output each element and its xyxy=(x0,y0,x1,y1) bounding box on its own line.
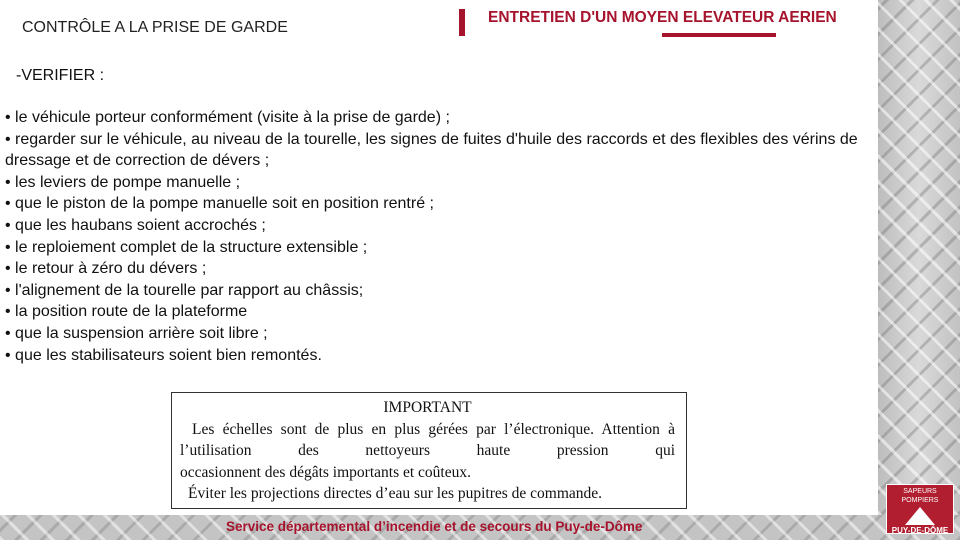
important-notice-text: occasionnent des dégâts importants et coûteux. xyxy=(180,463,471,481)
list-item: • la position route de la plateforme xyxy=(5,303,248,321)
slide-title: ENTRETIEN D'UN MOYEN ELEVATEUR AERIEN xyxy=(488,9,837,26)
important-notice-title: IMPORTANT xyxy=(383,399,472,416)
slide-subtitle: CONTRÔLE A LA PRISE DE GARDE xyxy=(22,19,288,36)
list-item: • que les stabilisateurs soient bien remontés. xyxy=(5,346,322,364)
logo-top-text: SAPEURS POMPIERS xyxy=(901,488,939,504)
footer-organization: Service départemental d’incendie et de secours du Puy-de-Dôme xyxy=(226,519,643,534)
verify-heading: -VERIFIER : xyxy=(16,67,105,84)
title-accent-bar xyxy=(459,9,465,36)
important-notice-box xyxy=(171,392,687,509)
volcano-icon xyxy=(905,507,935,525)
list-item: • l'alignement de la tourelle par rapport au châssis; xyxy=(5,281,364,299)
important-notice-text: Éviter les projections directes d’eau sur les pupitres de commande. xyxy=(188,485,603,502)
logo-bottom-text: PUY-DE-DÔME xyxy=(891,526,949,535)
list-item: • que la suspension arrière soit libre ; xyxy=(5,324,268,342)
list-item: • le véhicule porteur conformément (visite à la prise de garde) ; xyxy=(5,109,450,126)
list-item: • le reploiement complet de la structure extensible ; xyxy=(5,238,368,256)
list-item: • les leviers de pompe manuelle ; xyxy=(5,173,241,191)
metal-plate-background xyxy=(878,0,960,540)
list-item: • que les haubans soient accrochés ; xyxy=(5,216,266,234)
list-item: • regarder sur le véhicule, au niveau de la tourelle, les signes de fuites d'huile des raccords et des flexibles des vérins de dressage et de correction de dévers ; xyxy=(5,130,858,170)
list-item: • que le piston de la pompe manuelle soit en position rentré ; xyxy=(5,195,434,213)
sdis-logo xyxy=(886,484,954,534)
important-notice-text: Les échelles sont de plus en plus gérées par l’électronique. Attention à l’utilisation des nettoyeurs haute pression qui xyxy=(180,420,675,459)
list-item: • le retour à zéro du dévers ; xyxy=(5,260,207,278)
title-underline xyxy=(662,33,776,37)
checklist xyxy=(5,107,865,366)
